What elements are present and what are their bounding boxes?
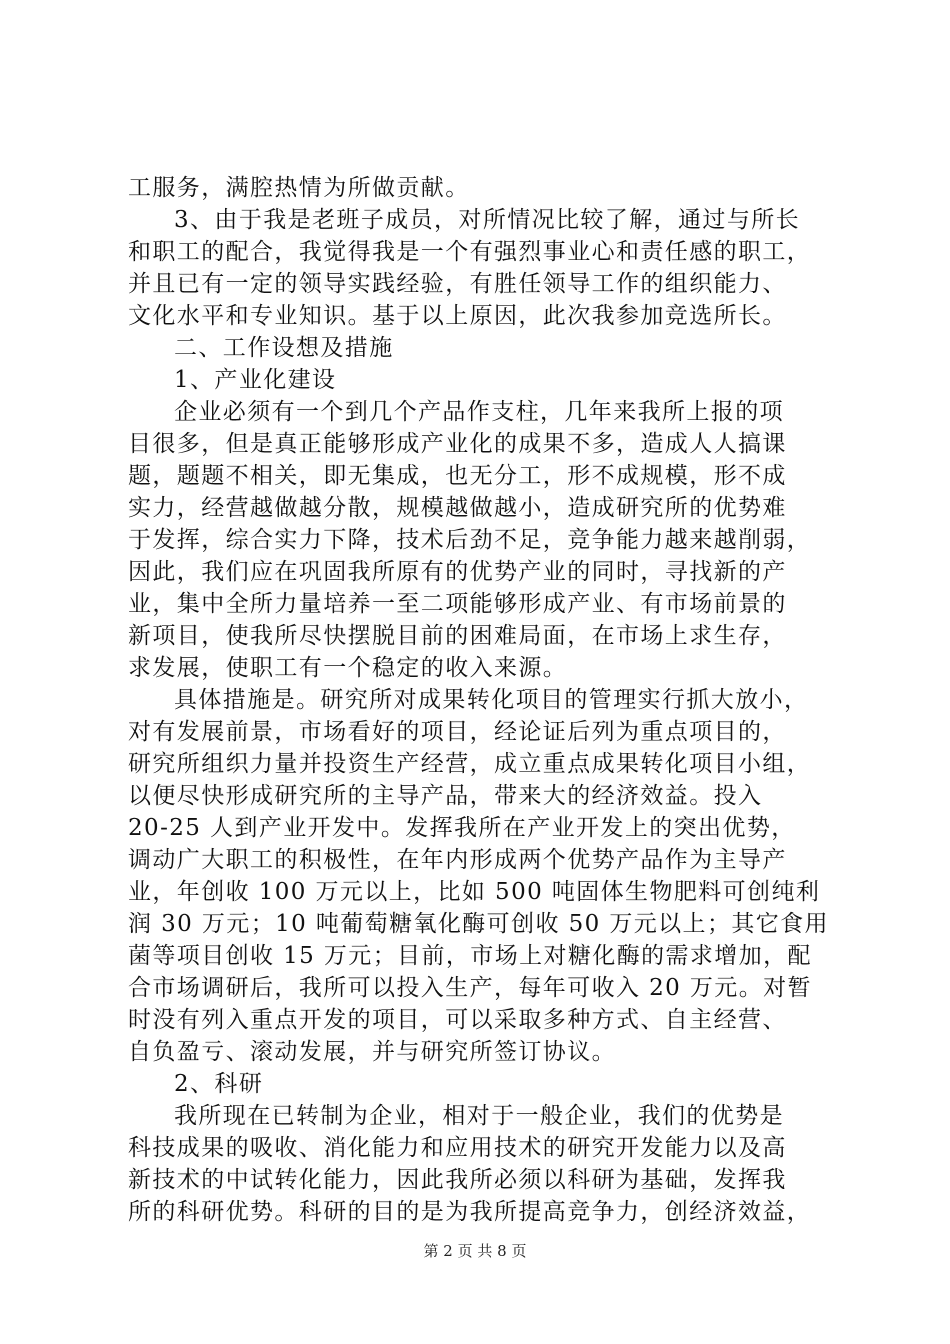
text-line: 新项目，使我所尽快摆脱目前的困难局面，在市场上求生存， bbox=[128, 623, 787, 649]
text-line: 业，集中全所力量培养一至二项能够形成产业、有市场前景的 bbox=[128, 591, 787, 617]
text-line: 润 30 万元；10 吨葡萄糖氧化酶可创收 50 万元以上；其它食用 bbox=[128, 911, 829, 937]
text-line: 调动广大职工的积极性，在年内形成两个优势产品作为主导产 bbox=[128, 847, 787, 873]
text-line: 实力，经营越做越分散，规模越做越小，造成研究所的优势难 bbox=[128, 495, 787, 521]
text-line: 于发挥，综合实力下降，技术后劲不足，竞争能力越来越削弱， bbox=[128, 527, 812, 553]
text-line: 合市场调研后，我所可以投入生产，每年可收入 20 万元。对暂 bbox=[128, 975, 812, 1001]
text-line: 科技成果的吸收、消化能力和应用技术的研究开发能力以及高 bbox=[128, 1135, 787, 1161]
text-line: 菌等项目创收 15 万元；目前，市场上对糖化酶的需求增加，配 bbox=[128, 943, 812, 969]
text-line: 具体措施是。研究所对成果转化项目的管理实行抓大放小， bbox=[174, 687, 809, 713]
text-line: 以便尽快形成研究所的主导产品，带来大的经济效益。投入 bbox=[128, 783, 763, 809]
text-line: 文化水平和专业知识。基于以上原因，此次我参加竞选所长。 bbox=[128, 303, 787, 329]
text-line: 3、由于我是老班子成员，对所情况比较了解，通过与所长 bbox=[174, 207, 801, 233]
page-footer: 第 2 页 共 8 页 bbox=[423, 1242, 527, 1260]
text-line: 新技术的中试转化能力，因此我所必须以科研为基础，发挥我 bbox=[128, 1167, 787, 1193]
text-line: 自负盈亏、滚动发展，并与研究所签订协议。 bbox=[128, 1039, 616, 1065]
body-text bbox=[128, 172, 833, 1228]
text-line: 我所现在已转制为企业，相对于一般企业，我们的优势是 bbox=[174, 1103, 784, 1129]
text-line: 目很多，但是真正能够形成产业化的成果不多，造成人人搞课 bbox=[128, 431, 787, 457]
section-heading: 二、工作设想及措施 bbox=[174, 335, 394, 361]
subsection-heading: 1、产业化建设 bbox=[174, 367, 337, 393]
subsection-heading: 2、科研 bbox=[174, 1071, 264, 1097]
text-line: 对有发展前景，市场看好的项目，经论证后列为重点项目的， bbox=[128, 719, 787, 745]
text-line: 研究所组织力量并投资生产经营，成立重点成果转化项目小组， bbox=[128, 751, 812, 777]
text-line: 工服务，满腔热情为所做贡献。 bbox=[128, 175, 470, 201]
text-line: 业，年创收 100 万元以上，比如 500 吨固体生物肥料可创纯利 bbox=[128, 879, 821, 905]
text-line: 企业必须有一个到几个产品作支柱，几年来我所上报的项 bbox=[174, 399, 784, 425]
text-line: 时没有列入重点开发的项目，可以采取多种方式、自主经营、 bbox=[128, 1007, 787, 1033]
text-line: 因此，我们应在巩固我所原有的优势产业的同时，寻找新的产 bbox=[128, 559, 787, 585]
text-line: 题，题题不相关，即无集成，也无分工，形不成规模，形不成 bbox=[128, 463, 787, 489]
text-line: 求发展，使职工有一个稳定的收入来源。 bbox=[128, 655, 568, 681]
text-line: 所的科研优势。科研的目的是为我所提高竞争力，创经济效益， bbox=[128, 1199, 812, 1225]
text-line: 和职工的配合，我觉得我是一个有强烈事业心和责任感的职工， bbox=[128, 239, 812, 265]
text-line: 并且已有一定的领导实践经验，有胜任领导工作的组织能力、 bbox=[128, 271, 787, 297]
text-line: 20-25 人到产业开发中。发挥我所在产业开发上的突出优势， bbox=[128, 815, 796, 841]
